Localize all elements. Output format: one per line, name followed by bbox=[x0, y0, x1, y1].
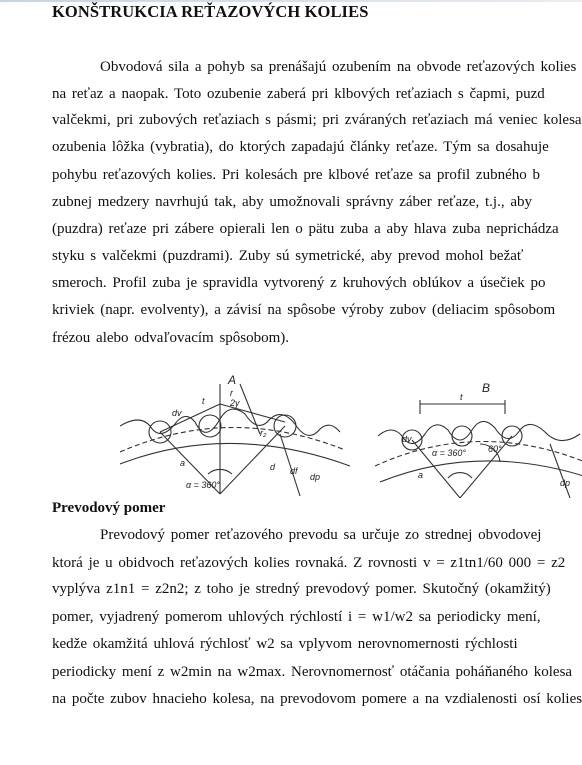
label-b-alpha: α = 360° bbox=[432, 448, 467, 458]
label-b-dv: dv bbox=[402, 434, 412, 444]
text-line: na reťaz a naopak. Toto ozubenie zaberá pri klbových reťaziach s čapmi, puzd bbox=[52, 86, 545, 102]
text-line: vyplýva z1n1 = z2n2; z toho je stredný prevodový pomer. Skutočný (okamžitý) bbox=[52, 581, 551, 597]
text-line: Obvodová sila a pohyb sa prenášajú ozubením na obvode reťazových kolies bbox=[100, 59, 577, 75]
text-line: periodicky mení z w2min na w2max. Nerovnomernosť otáčania poháňaného kolesa bbox=[52, 664, 573, 680]
section-heading-prevodovy-pomer: Prevodový pomer bbox=[52, 500, 166, 516]
label-b-60: 60° bbox=[488, 444, 502, 454]
text-line: styku s valčekmi (puzdrami). Zuby sú symetrické, aby prevod mohol bežať bbox=[52, 248, 524, 264]
figure-label-a: A bbox=[228, 374, 237, 387]
text-line: smeroch. Profil zuba je spravidla vytvorený z kruhových oblúkov a úsečiek po bbox=[52, 275, 546, 291]
label-a-df: df bbox=[290, 466, 298, 476]
label-a-dp: dp bbox=[310, 472, 321, 482]
page-title: KONŠTRUKCIA REŤAZOVÝCH KOLIES bbox=[52, 2, 369, 21]
text-line: zubnej medzery navrhujú tak, aby umožnovali správny záber reťaze, t.j., aby bbox=[52, 194, 532, 210]
text-line: pomer, vyjadrený pomerom uhlových rýchlostí i = w1/w2 sa periodicky mení, bbox=[52, 609, 541, 625]
label-a-t: t bbox=[202, 396, 205, 406]
figure-label-b: B bbox=[482, 381, 491, 395]
text-line: pohybu reťazových kolies. Pri kolesách pre klbové reťaze sa profil zubného b bbox=[52, 167, 540, 183]
text-line: Prevodový pomer reťazového prevodu sa určuje zo strednej obvodovej bbox=[100, 527, 542, 543]
text-line: kedže okamžitá uhlová rýchlosť w2 sa vplyvom nerovnomernosti rýchlosti bbox=[52, 636, 518, 652]
text-line: kriviek (napr. evolventy), a závisí na spôsobe výroby zubov (deliacim spôsobom bbox=[52, 302, 556, 318]
label-b-a: a bbox=[418, 470, 424, 480]
label-a-a: a bbox=[180, 458, 186, 468]
text-line: valčekmi, pri zubových reťaziach s pásmi; pri zváraných reťaziach má veniec kolesa bbox=[52, 112, 582, 128]
label-a-2gamma: 2γ bbox=[230, 398, 240, 408]
label-a-r: r bbox=[230, 388, 233, 398]
text-line: ozubenia lôžka (vybratia), do ktorých zapadajú články reťaze. Tým sa dosahuje bbox=[52, 139, 549, 155]
sprocket-tooth-profile-figure bbox=[120, 374, 582, 498]
text-line: (puzdra) reťaze pri zábere opierali len o pätu zuba a aby hlava zuba neprichádza bbox=[52, 221, 559, 237]
text-line: frézou alebo odvaľovacím spôsobom). bbox=[52, 330, 290, 346]
label-a-alpha: α = 360° bbox=[186, 480, 221, 490]
label-a-r2: r₂ bbox=[260, 428, 267, 438]
label-a-d: d bbox=[270, 462, 276, 472]
sprocket-sketch-b bbox=[375, 400, 582, 498]
text-line: na počte zubov hnacieho kolesa, na prevodovom pomere a na vzdialenosti osí kolies bbox=[52, 691, 582, 707]
label-b-dp: dp bbox=[560, 478, 571, 488]
label-a-dv: dv bbox=[172, 408, 182, 418]
label-b-t: t bbox=[460, 392, 463, 402]
text-line: ktorá je u obidvoch reťazových kolies rovnaká. Z rovnosti v = z1tn1/60 000 = z2 bbox=[52, 555, 566, 571]
